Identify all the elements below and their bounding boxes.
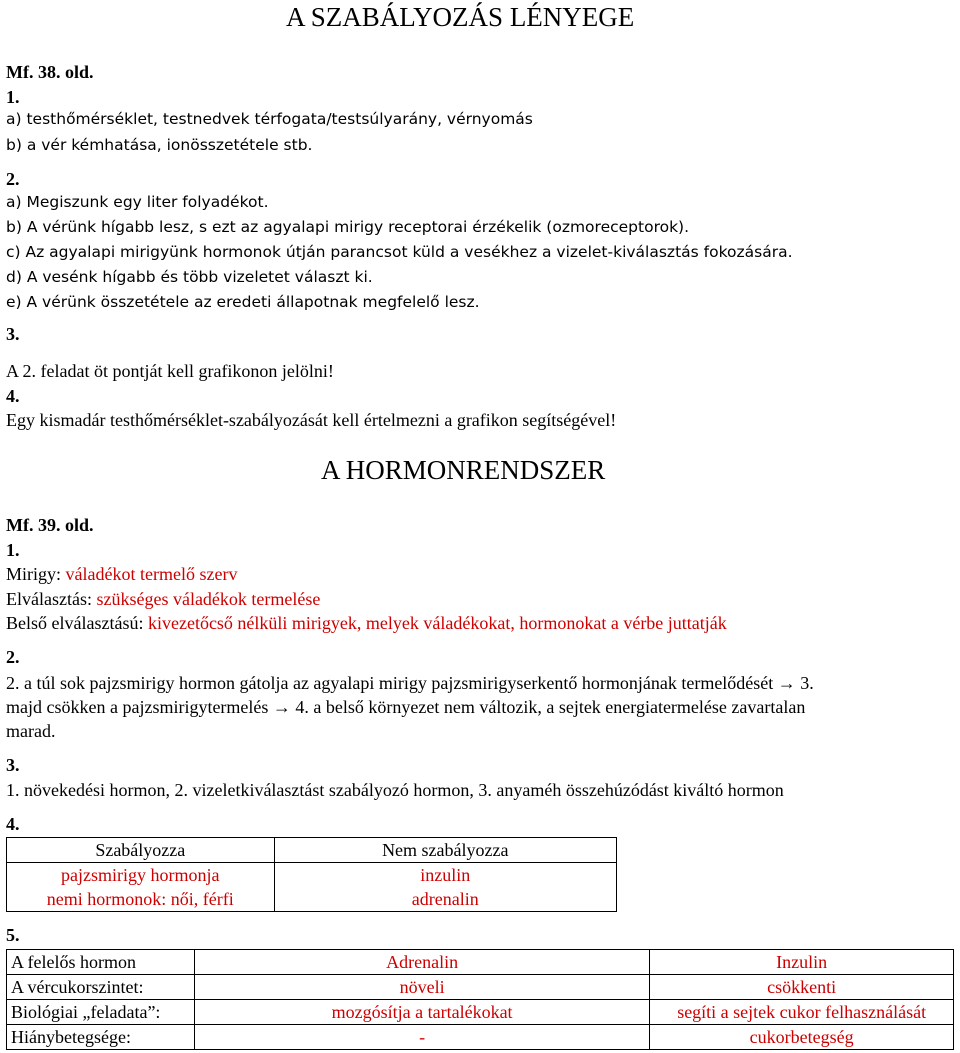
definition-term: Elválasztás: (6, 589, 92, 609)
answer-line: a) testhőmérséklet, testnedvek térfogata/testsúlyarány, vérnyomás (6, 110, 533, 128)
section-title-hormonrendszer: A HORMONRENDSZER (321, 455, 606, 485)
answer-line: 2. a túl sok pajzsmirigy hormon gátolja az agyalapi mirigy pajzsmirigyserkentő hormonjának termelődését → 3. (6, 673, 814, 693)
question-number: 4. (6, 814, 20, 834)
definition-answer: váladékot termelő szerv (61, 564, 238, 584)
table-cell: A felelős hormon (7, 950, 195, 975)
definition-term: Mirigy: (6, 564, 62, 584)
table-cell: Biológiai „feladata”: (7, 1000, 195, 1025)
table-cell: Adrenalin (194, 950, 649, 975)
question-number: 5. (6, 925, 20, 945)
regulation-table (6, 837, 617, 912)
table-cell: A vércukorszintet: (7, 975, 195, 1000)
question-number: 3. (6, 324, 20, 344)
table-row (7, 950, 954, 975)
answer-line: b) A vérünk hígabb lesz, s ezt az agyalapi mirigy receptorai érzékelik (ozmoreceptorok). (6, 218, 690, 236)
page-reference: Mf. 38. old. (6, 62, 94, 82)
table-cell: segíti a sejtek cukor felhasználását (650, 1000, 954, 1025)
question-number: 4. (6, 386, 20, 406)
table-cell: Hiánybetegsége: (7, 1025, 195, 1050)
table-row (7, 975, 954, 1000)
section-title-szabalyozas: A SZABÁLYOZÁS LÉNYEGE (286, 2, 635, 32)
definition-answer: kivezetőcső nélküli mirigyek, melyek váladékokat, hormonokat a vérbe juttatják (143, 613, 727, 633)
answer-line: marad. (6, 721, 56, 741)
task-text: A 2. feladat öt pontját kell grafikonon jelölni! (6, 361, 334, 381)
answer-line: e) A vérünk összetétele az eredeti állapotnak megfelelő lesz. (6, 293, 480, 311)
table-row (7, 1025, 954, 1050)
table-header: Nem szabályozza (274, 838, 616, 863)
question-number: 3. (6, 755, 20, 775)
cell-line: inzulin (420, 865, 471, 885)
question-number: 2. (6, 647, 20, 667)
cell-line: nemi hormonok: női, férfi (46, 889, 234, 909)
question-number: 1. (6, 87, 20, 107)
cell-line: pajzsmirigy hormonja (61, 865, 220, 885)
question-number: 1. (6, 540, 20, 560)
answer-line: majd csökken a pajzsmirigytermelés → 4. a belső környezet nem változik, a sejtek energiatermelése zavartalan (6, 697, 806, 717)
definition-term: Belső elválasztású: (6, 613, 144, 633)
answer-line: a) Megiszunk egy liter folyadékot. (6, 193, 269, 211)
table-row (7, 863, 617, 912)
answer-line: 1. növekedési hormon, 2. vizeletkiválasztást szabályozó hormon, 3. anyaméh összehúzódást kiváltó hormon (6, 780, 784, 800)
table-cell: mozgósítja a tartalékokat (194, 1000, 649, 1025)
hormone-comparison-table (6, 949, 954, 1050)
table-cell: Inzulin (650, 950, 954, 975)
table-cell: - (194, 1025, 649, 1050)
definition-answer: szükséges váladékok termelése (91, 589, 321, 609)
task-text: Egy kismadár testhőmérséklet-szabályozását kell értelmezni a grafikon segítségével! (6, 410, 617, 430)
table-header: Szabályozza (7, 838, 275, 863)
answer-line: b) a vér kémhatása, ionösszetétele stb. (6, 136, 313, 154)
table-cell: növeli (194, 975, 649, 1000)
page-reference: Mf. 39. old. (6, 515, 94, 535)
definition-mirigy (6, 564, 237, 585)
table-row (7, 1000, 954, 1025)
table-cell (274, 863, 616, 912)
table-header-row (7, 838, 617, 863)
question-number: 2. (6, 169, 20, 189)
table-cell: cukorbetegség (650, 1025, 954, 1050)
definition-belso (6, 613, 727, 634)
answer-line: c) Az agyalapi mirigyünk hormonok útján parancsot küld a vesékhez a vizelet-kiválasztás fokozására. (6, 243, 793, 261)
table-cell: csökkenti (650, 975, 954, 1000)
cell-line: adrenalin (411, 889, 479, 909)
table-cell (7, 863, 275, 912)
definition-elvalasztas (6, 589, 320, 610)
answer-line: d) A vesénk hígabb és több vizeletet választ ki. (6, 268, 373, 286)
